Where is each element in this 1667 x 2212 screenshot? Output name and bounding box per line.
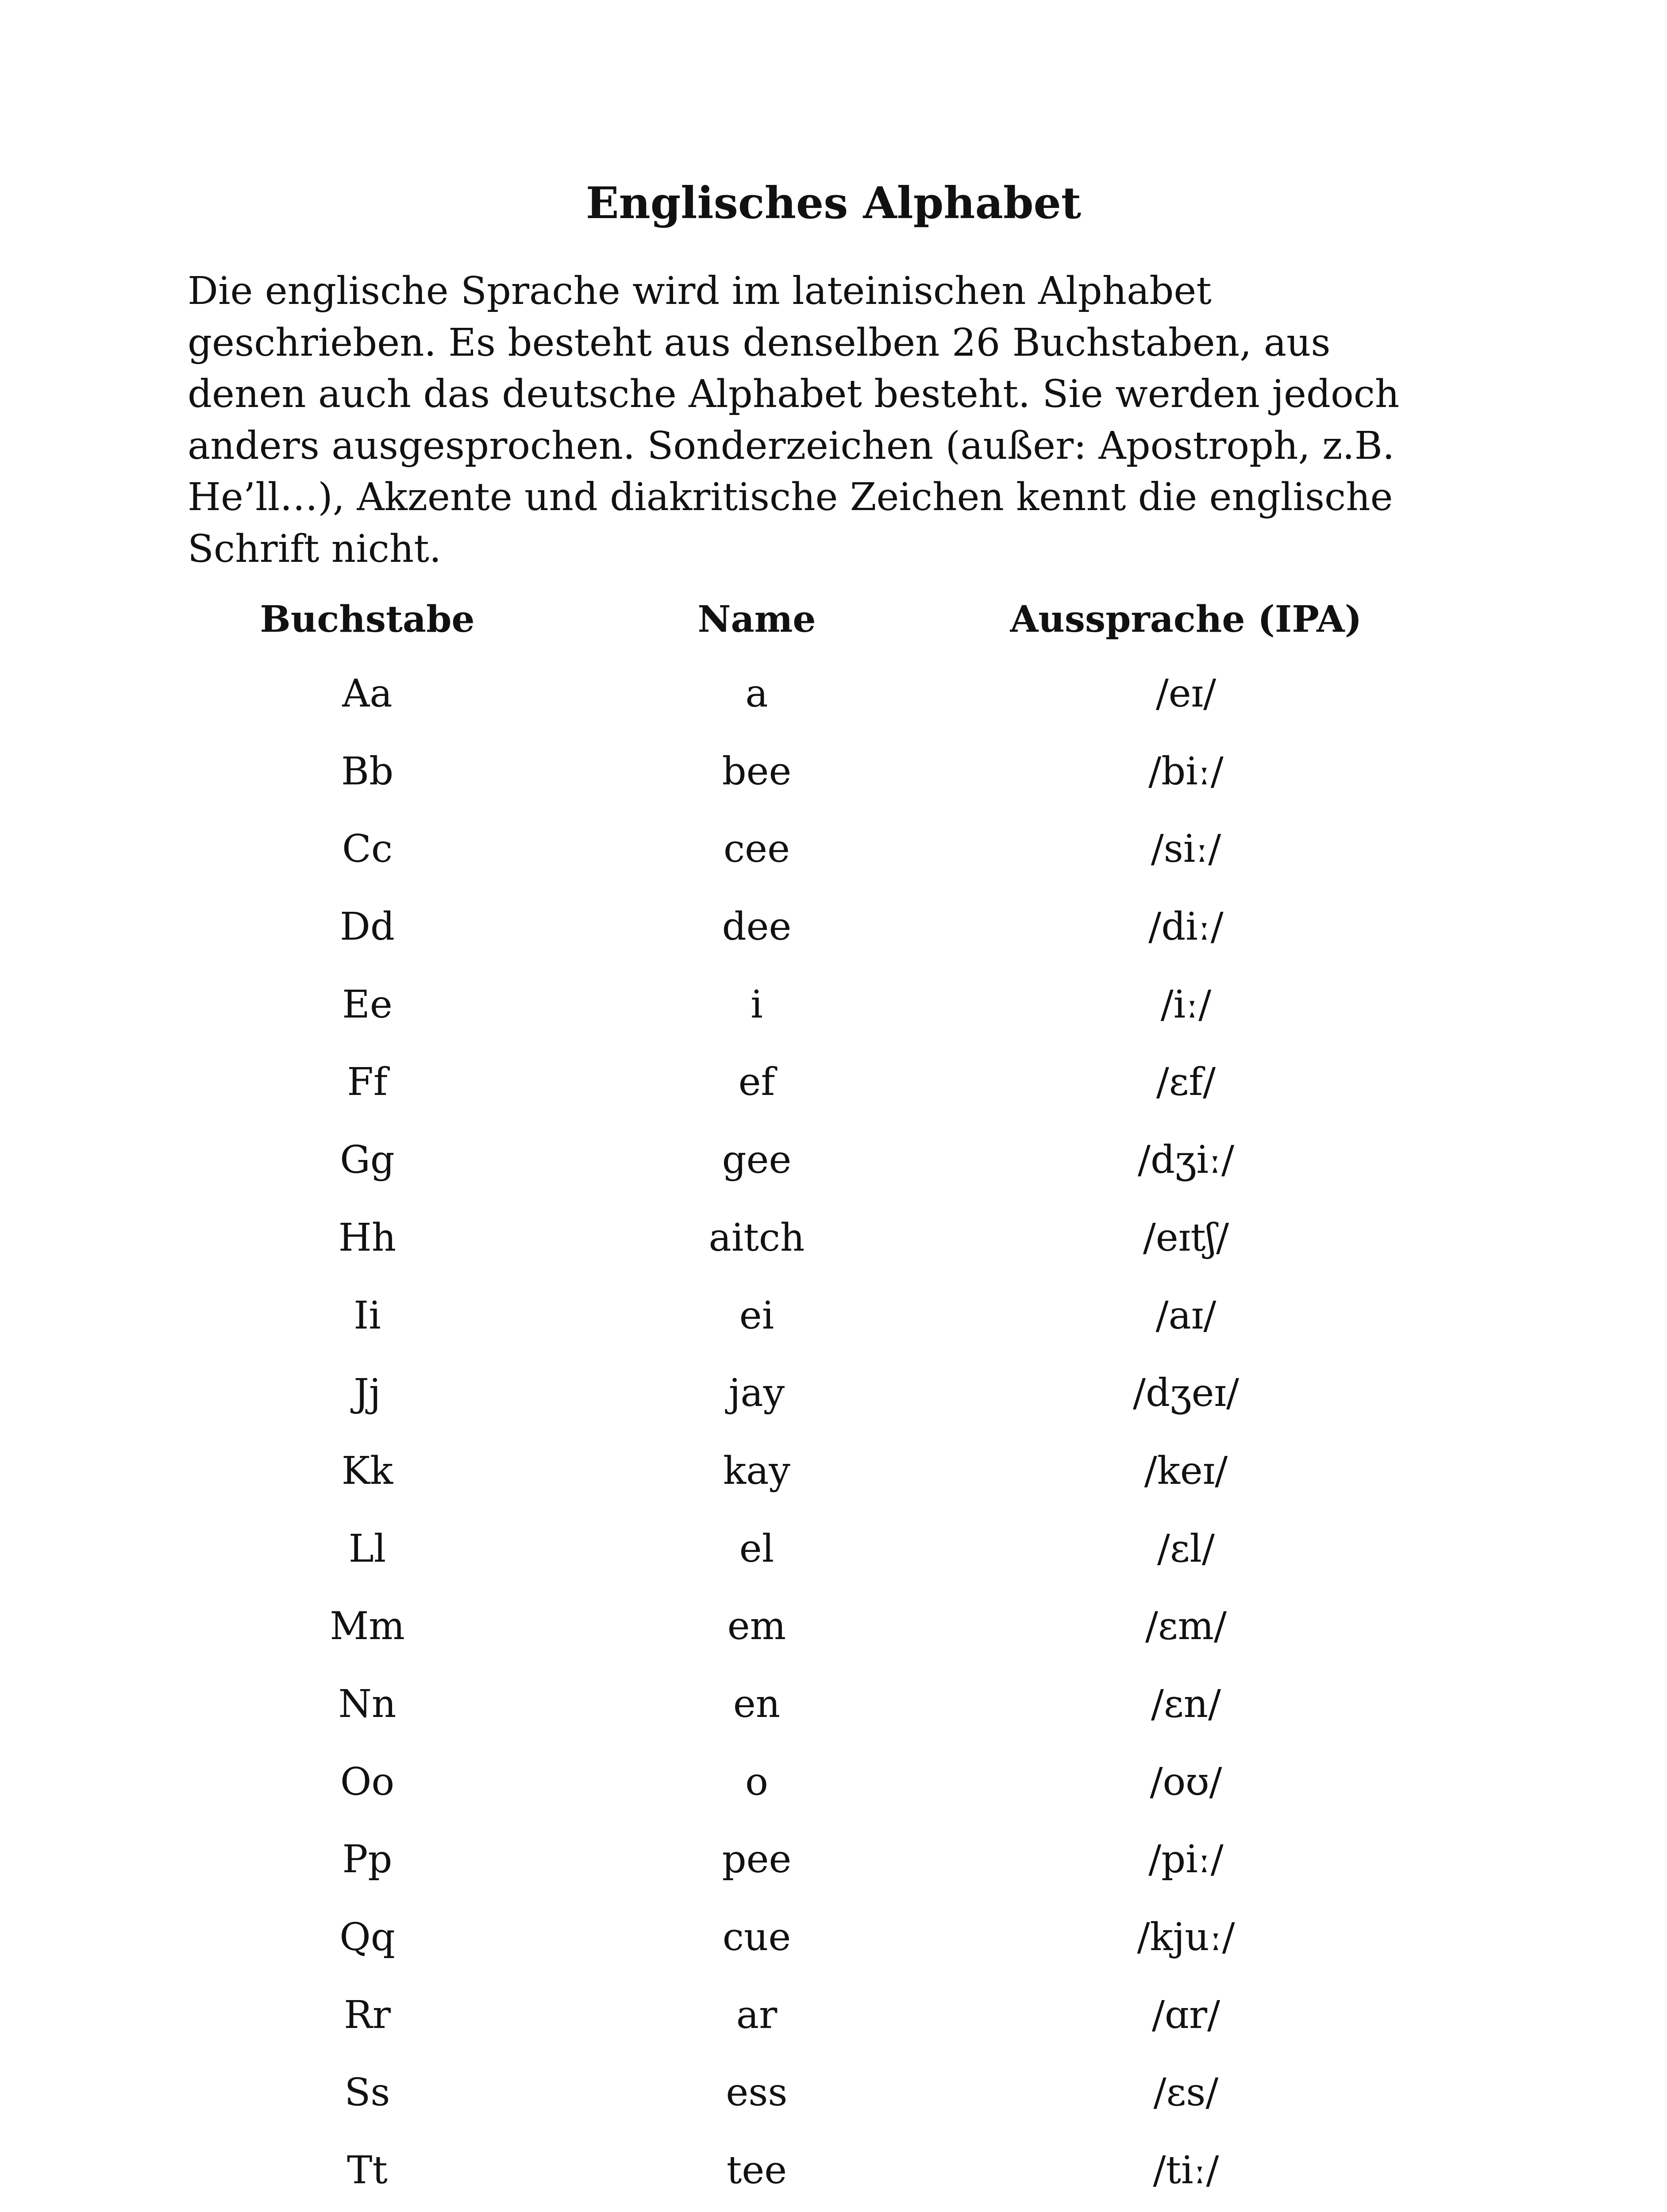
cell-pronunciation: /ɛm/ xyxy=(1145,1604,1227,1649)
cell-name: tee xyxy=(726,2148,787,2193)
cell-name: aitch xyxy=(708,1215,805,1260)
cell-name: ar xyxy=(736,1993,778,2037)
table-row xyxy=(0,1989,1667,2066)
cell-letter: Aa xyxy=(342,672,393,716)
cell-name: em xyxy=(727,1604,786,1649)
cell-letter: Hh xyxy=(338,1215,397,1260)
cell-name: pee xyxy=(722,1837,792,1882)
table-row xyxy=(0,667,1667,745)
cell-letter: Qq xyxy=(339,1915,395,1959)
cell-letter: Bb xyxy=(341,749,394,794)
cell-name: ess xyxy=(726,2070,788,2115)
cell-pronunciation: /ɛn/ xyxy=(1151,1682,1221,1726)
table-row xyxy=(0,1833,1667,1911)
cell-pronunciation: /piː/ xyxy=(1148,1837,1224,1882)
cell-name: a xyxy=(745,672,768,716)
table-row xyxy=(0,1600,1667,1678)
cell-letter: Ss xyxy=(344,2070,390,2115)
header-name: Name xyxy=(697,598,816,641)
cell-pronunciation: /ɛs/ xyxy=(1153,2070,1219,2115)
table-row xyxy=(0,1056,1667,1133)
table-row xyxy=(0,1367,1667,1444)
table-row xyxy=(0,1289,1667,1367)
table-row xyxy=(0,2066,1667,2144)
cell-letter: Nn xyxy=(338,1682,397,1726)
table-row xyxy=(0,1133,1667,1211)
cell-letter: Cc xyxy=(342,827,393,872)
cell-letter: Ll xyxy=(348,1526,386,1571)
cell-pronunciation: /dʒiː/ xyxy=(1137,1138,1235,1183)
cell-letter: Kk xyxy=(341,1448,393,1493)
cell-pronunciation: /tiː/ xyxy=(1153,2148,1219,2193)
header-letter: Buchstabe xyxy=(260,598,475,641)
table-header xyxy=(0,593,1667,667)
cell-pronunciation: /dʒeɪ/ xyxy=(1133,1371,1239,1416)
cell-pronunciation: /biː/ xyxy=(1148,749,1224,794)
cell-letter: Jj xyxy=(354,1371,381,1416)
page-title: Englisches Alphabet xyxy=(585,178,1082,229)
cell-pronunciation: /ɛf/ xyxy=(1156,1060,1216,1105)
cell-name: o xyxy=(745,1759,768,1804)
intro-paragraph: Die englische Sprache wird im lateinischen Alphabet geschrieben. Es besteht aus denselben 26 Buchstaben, aus denen auch das deutsche Alphabet besteht. Sie werden jedoch anders ausgesprochen. Sonderzeichen (außer: Apostroph, z.B. He’ll…), Akzente und diakritische Zeichen kennt die englische Schrift nicht. xyxy=(188,269,1400,571)
cell-pronunciation: /kjuː/ xyxy=(1137,1915,1235,1959)
cell-letter: Ee xyxy=(342,982,393,1027)
cell-pronunciation: /siː/ xyxy=(1151,827,1221,872)
table-row xyxy=(0,1911,1667,1989)
table-row xyxy=(0,978,1667,1056)
cell-pronunciation: /aɪ/ xyxy=(1155,1293,1217,1338)
cell-letter: Rr xyxy=(344,1993,391,2037)
cell-name: gee xyxy=(722,1138,792,1183)
alphabet-table xyxy=(0,593,1667,2212)
cell-name: en xyxy=(733,1682,781,1726)
cell-pronunciation: /diː/ xyxy=(1148,905,1224,949)
cell-letter: Tt xyxy=(347,2148,388,2193)
table-row xyxy=(0,1444,1667,1522)
cell-name: cee xyxy=(724,827,790,872)
cell-letter: Oo xyxy=(340,1759,395,1804)
cell-name: ei xyxy=(739,1293,774,1338)
cell-name: bee xyxy=(722,749,792,794)
cell-name: el xyxy=(739,1526,774,1571)
table-row xyxy=(0,1211,1667,1289)
cell-pronunciation: /eɪ/ xyxy=(1155,672,1217,716)
cell-pronunciation: /eɪtʃ/ xyxy=(1143,1215,1229,1260)
header-pronunciation: Aussprache (IPA) xyxy=(1010,598,1362,641)
cell-pronunciation: /iː/ xyxy=(1160,982,1212,1027)
table-row xyxy=(0,1755,1667,1833)
cell-name: dee xyxy=(722,905,792,949)
cell-letter: Ff xyxy=(347,1060,388,1105)
cell-name: jay xyxy=(728,1371,785,1416)
cell-pronunciation: /ɑr/ xyxy=(1151,1993,1220,2037)
cell-letter: Ii xyxy=(354,1293,381,1338)
cell-letter: Gg xyxy=(340,1138,395,1183)
table-row xyxy=(0,900,1667,978)
cell-letter: Mm xyxy=(330,1604,405,1649)
cell-pronunciation: /oʊ/ xyxy=(1150,1759,1222,1804)
table-row xyxy=(0,745,1667,823)
table-row xyxy=(0,1678,1667,1755)
cell-letter: Dd xyxy=(339,905,395,949)
cell-pronunciation: /keɪ/ xyxy=(1144,1448,1228,1493)
table-body xyxy=(0,667,1667,2212)
cell-pronunciation: /ɛl/ xyxy=(1157,1526,1215,1571)
cell-name: ef xyxy=(738,1060,775,1105)
cell-name: i xyxy=(751,982,763,1027)
cell-name: cue xyxy=(722,1915,791,1959)
table-row xyxy=(0,1522,1667,1600)
cell-letter: Pp xyxy=(342,1837,393,1882)
table-row xyxy=(0,822,1667,900)
cell-name: kay xyxy=(723,1448,790,1493)
table-row xyxy=(0,2144,1667,2212)
